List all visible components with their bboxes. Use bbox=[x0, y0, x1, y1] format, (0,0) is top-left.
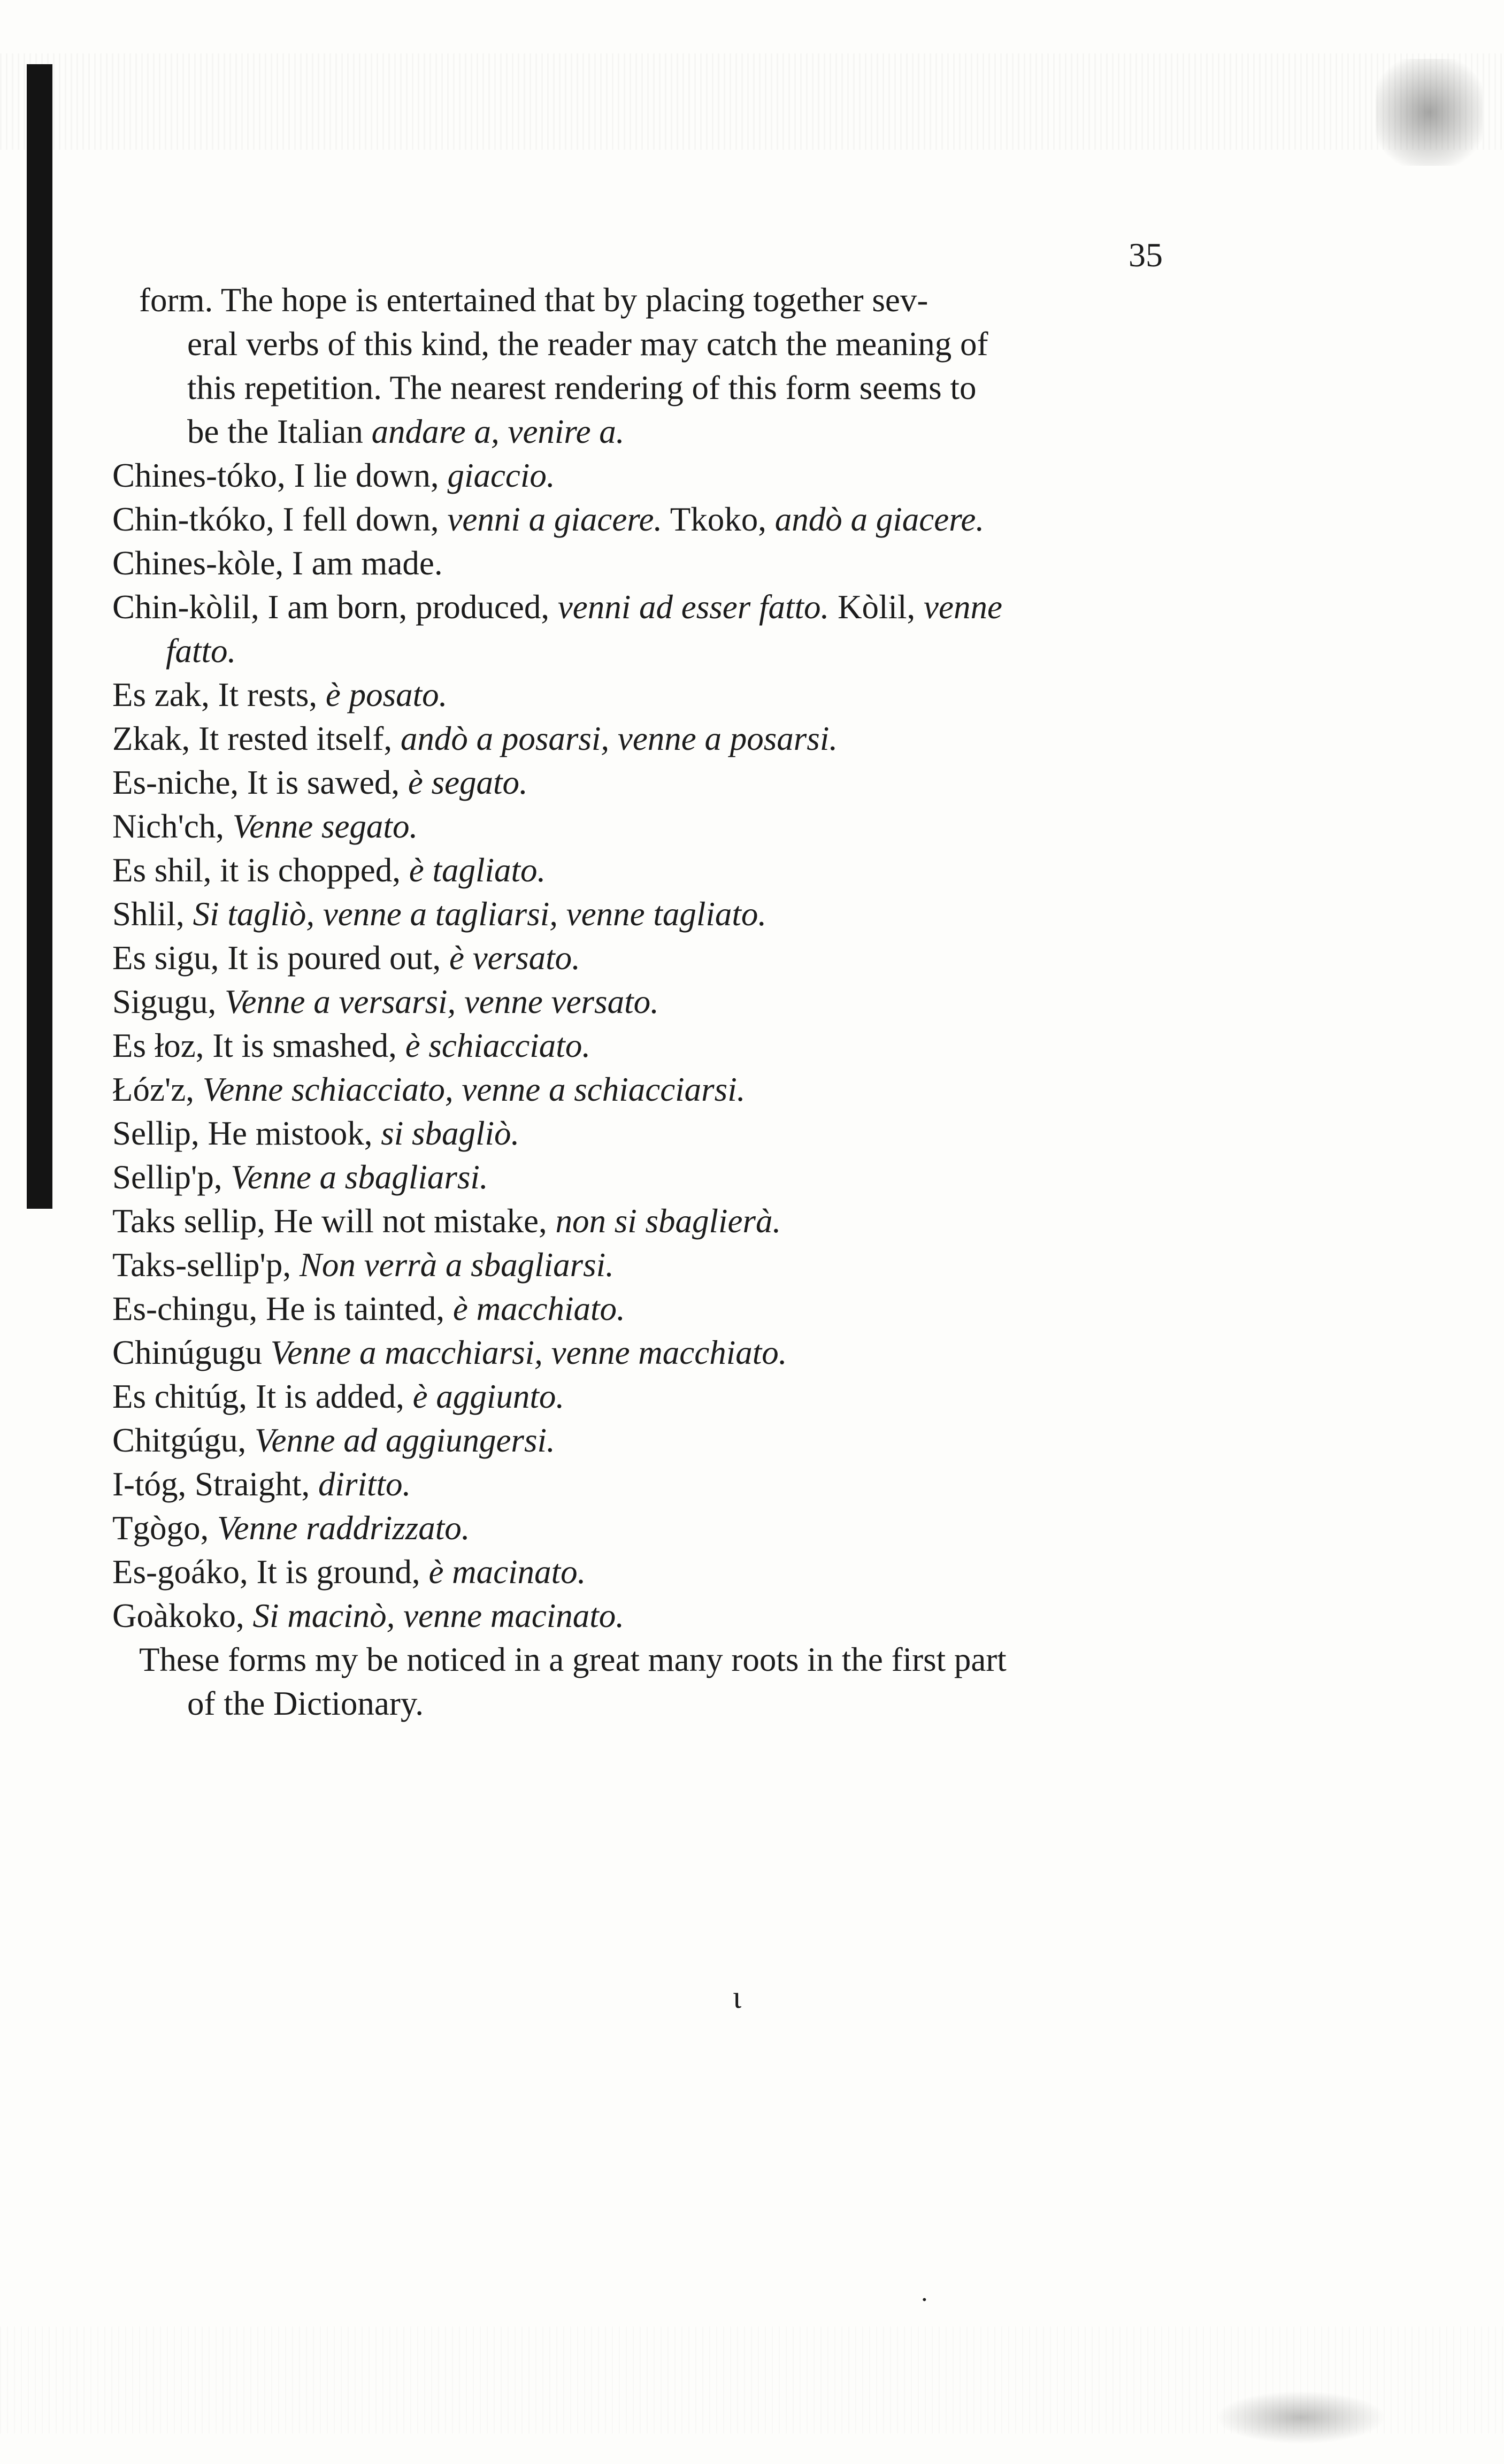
entry-term: Chines-kòle, I am made. bbox=[112, 544, 443, 582]
entry-italian: Venne a versarsi, venne versato. bbox=[225, 983, 659, 1020]
entry-italian: è posato. bbox=[325, 676, 448, 713]
entry-italian: venni a giacere. bbox=[447, 501, 663, 538]
stray-mark: ι bbox=[733, 1979, 742, 2015]
entry-term: Es zak, It rests, bbox=[112, 676, 326, 713]
dictionary-entry bbox=[80, 629, 1214, 673]
dictionary-entry bbox=[80, 1155, 1214, 1199]
body-text bbox=[80, 278, 1214, 1725]
entry-italian: fatto. bbox=[166, 632, 236, 670]
entry-term: Chitgúgu, bbox=[112, 1422, 255, 1459]
entry-italian: è segato. bbox=[408, 764, 528, 801]
dictionary-entry bbox=[80, 1068, 1214, 1111]
intro-line: this repetition. The nearest rendering of this form seems to bbox=[187, 369, 977, 406]
dictionary-entry bbox=[80, 541, 1214, 585]
entry-term: Es-goáko, It is ground, bbox=[112, 1553, 429, 1591]
dictionary-entry bbox=[80, 1287, 1214, 1331]
entry-italian: non si sbaglierà. bbox=[555, 1202, 781, 1240]
dictionary-entry bbox=[80, 761, 1214, 804]
intro-line bbox=[80, 410, 1214, 454]
entry-term: Es shil, it is chopped, bbox=[112, 851, 409, 889]
entry-term: Es-chingu, He is tainted, bbox=[112, 1290, 453, 1327]
dictionary-entry bbox=[80, 673, 1214, 717]
entry-italian: Venne a sbagliarsi. bbox=[231, 1158, 488, 1196]
scan-blot-bottom-right bbox=[1215, 2391, 1386, 2444]
intro-italic: andare a, venire a. bbox=[371, 413, 625, 450]
entry-term: Tgògo, bbox=[112, 1509, 217, 1547]
entry-extra-term: Tkoko, bbox=[662, 501, 775, 538]
dictionary-entry bbox=[80, 1024, 1214, 1068]
entry-term: Sellip'p, bbox=[112, 1158, 231, 1196]
dictionary-entry bbox=[80, 1243, 1214, 1287]
entry-italian: venni ad esser fatto. bbox=[557, 588, 830, 626]
entry-term: Es łoz, It is smashed, bbox=[112, 1027, 405, 1064]
scan-noise-top bbox=[0, 53, 1504, 150]
entry-italian: è schiacciato. bbox=[405, 1027, 591, 1064]
entry-italian: diritto. bbox=[318, 1465, 411, 1503]
entry-italian: è tagliato. bbox=[409, 851, 546, 889]
dictionary-entry bbox=[80, 804, 1214, 848]
entry-italian: Si macinò, venne macinato. bbox=[252, 1597, 625, 1634]
dictionary-entry bbox=[80, 717, 1214, 761]
dictionary-entry bbox=[80, 1550, 1214, 1594]
dictionary-entry bbox=[80, 1375, 1214, 1418]
dictionary-entry bbox=[80, 980, 1214, 1024]
dictionary-entry bbox=[80, 1418, 1214, 1462]
entry-italian: Venne ad aggiungersi. bbox=[255, 1422, 555, 1459]
scan-blot-top-right bbox=[1376, 59, 1483, 166]
entry-term: I-tóg, Straight, bbox=[112, 1465, 318, 1503]
dictionary-entry bbox=[80, 1331, 1214, 1375]
dictionary-entry bbox=[80, 497, 1214, 541]
entry-italian: è macchiato. bbox=[452, 1290, 625, 1327]
entry-italian: Venne raddrizzato. bbox=[217, 1509, 470, 1547]
entry-term: Chinúgugu bbox=[112, 1334, 271, 1371]
entry-term: Zkak, It rested itself, bbox=[112, 720, 401, 757]
intro-prefix: be the Italian bbox=[187, 413, 372, 450]
entry-italian: Venne schiacciato, venne a schiacciarsi. bbox=[202, 1071, 746, 1108]
stray-mark: · bbox=[920, 2284, 929, 2314]
dictionary-entry bbox=[80, 892, 1214, 936]
entry-italian: è versato. bbox=[449, 939, 580, 977]
entry-extra-italian: venne bbox=[924, 588, 1002, 626]
entry-term: Chines-tóko, I lie down, bbox=[112, 457, 448, 494]
closing-line: These forms my be noticed in a great many roots in the first part bbox=[139, 1641, 1007, 1678]
dictionary-entry bbox=[80, 585, 1214, 629]
dictionary-entry bbox=[80, 936, 1214, 980]
dictionary-entry bbox=[80, 1594, 1214, 1638]
dictionary-entry bbox=[80, 848, 1214, 892]
dictionary-entry bbox=[80, 1199, 1214, 1243]
entry-italian: Non verrà a sbagliarsi. bbox=[299, 1246, 614, 1284]
entry-term: Es sigu, It is poured out, bbox=[112, 939, 449, 977]
entry-term: Goàkoko, bbox=[112, 1597, 253, 1634]
intro-line: eral verbs of this kind, the reader may catch the meaning of bbox=[187, 325, 988, 363]
entry-term: Shlil, bbox=[112, 895, 193, 933]
entry-italian: Si tagliò, venne a tagliarsi, venne tagliato. bbox=[193, 895, 767, 933]
entry-term: Es chitúg, It is added, bbox=[112, 1378, 413, 1415]
entry-italian: è aggiunto. bbox=[412, 1378, 565, 1415]
closing-line: of the Dictionary. bbox=[187, 1685, 424, 1722]
dictionary-entry bbox=[80, 454, 1214, 497]
entry-italian: è macinato. bbox=[428, 1553, 586, 1591]
entry-italian: andò a posarsi, venne a posarsi. bbox=[400, 720, 838, 757]
dictionary-entry bbox=[80, 1111, 1214, 1155]
entry-term: Taks-sellip'p, bbox=[112, 1246, 300, 1284]
dictionary-entry bbox=[80, 1506, 1214, 1550]
binding-edge-bar bbox=[27, 64, 52, 1209]
entry-term: Taks sellip, He will not mistake, bbox=[112, 1202, 556, 1240]
entry-italian: giaccio. bbox=[447, 457, 555, 494]
entry-term: Chin-kòlil, I am born, produced, bbox=[112, 588, 558, 626]
entry-term: Es-niche, It is sawed, bbox=[112, 764, 408, 801]
entry-extra-italian: andò a giacere. bbox=[774, 501, 985, 538]
entry-term: Nich'ch, bbox=[112, 808, 233, 845]
entry-term: Łóz'z, bbox=[112, 1071, 203, 1108]
entry-italian: Venne segato. bbox=[232, 808, 418, 845]
page-number: 35 bbox=[1129, 236, 1163, 274]
entry-italian: Venne a macchiarsi, venne macchiato. bbox=[270, 1334, 787, 1371]
entry-list bbox=[80, 454, 1214, 1638]
intro-line: form. The hope is entertained that by placing together sev- bbox=[139, 281, 929, 319]
entry-term: Sigugu, bbox=[112, 983, 225, 1020]
entry-term: Sellip, He mistook, bbox=[112, 1115, 381, 1152]
entry-term: Chin-tkóko, I fell down, bbox=[112, 501, 448, 538]
entry-extra-term: Kòlil, bbox=[829, 588, 924, 626]
entry-italian: si sbagliò. bbox=[381, 1115, 520, 1152]
dictionary-entry bbox=[80, 1462, 1214, 1506]
